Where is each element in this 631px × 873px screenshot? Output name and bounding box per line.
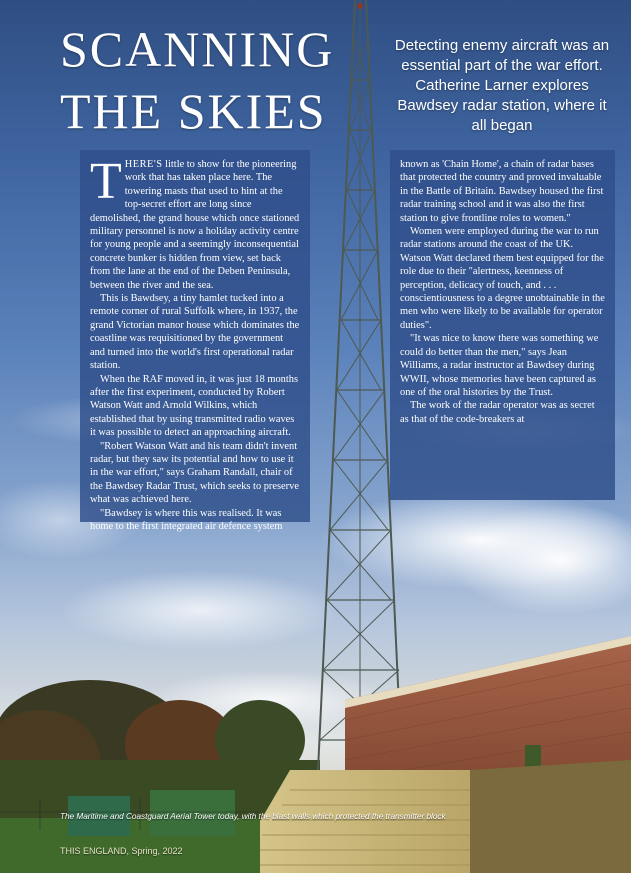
text-column-right [390, 150, 615, 500]
paragraph: known as 'Chain Home', a chain of radar bases that protected the country and proved invaluable in the Battle of Britain. Bawdsey housed the first radar training school and it was also the first station to give frontline roles to women." [400, 159, 604, 224]
drop-cap: T [90, 153, 122, 210]
paragraph: This is Bawdsey, a tiny hamlet tucked into a remote corner of rural Suffolk where, in 1937, the grand Victorian manor house which dominates the coastline was requisitioned by the government and turned into the world's first operational radar station. [90, 293, 300, 372]
photo-caption: The Maritime and Coastguard Aerial Tower today, with the blast walls which protected the transmitter block [60, 812, 446, 821]
headline-line-2: THE SKIES [60, 83, 327, 139]
standfirst: Detecting enemy aircraft was an essential part of the war effort. Catherine Larner explores Bawdsey radar station, where it all began [394, 37, 610, 134]
headline-line-1: SCANNING [60, 21, 335, 77]
paragraph: Women were employed during the war to run radar stations around the coast of the UK. Watson Watt declared them best equipped for the role due to their "alertness, keenness of perception, delicacy of touch, and . . . conscientiousness to a degree unobtainable in the men who were likely to be available for operator duties". [400, 226, 605, 331]
paragraph-text: little to show for the pioneering work that has taken place here. The towering masts that used to hint at the top-secret effort are long since demolished, the grand house which once stationed military personnel is now a holiday activity centre for young people and a seemingly inconsequential concrete bunker is hidden from view, set back from the lane at the end of the Deben Peninsula, between the river and the sea. [90, 159, 300, 291]
paragraph: "Bawdsey is where this was realised. It was home to the first integrated air defence system [90, 507, 283, 532]
paragraph [90, 153, 300, 292]
paragraph: "Robert Watson Watt and his team didn't invent radar, but they saw its potential and how to use it in the war effort," says Graham Randall, chair of the Bawdsey Radar Trust, which seeks to preserve what was achieved here. [90, 440, 299, 506]
paragraph: The work of the radar operator was as secret as that of the code-breakers at [400, 400, 595, 425]
text-column-left [80, 150, 310, 532]
lede-caps: HERE'S [124, 159, 163, 170]
paragraph: "It was nice to know there was something we could do better than the men," says Jean Williams, a radar instructor at Bawdsey during WWII, whose memories have been captured as one of the oral histories by the Trust. [400, 333, 599, 398]
paragraph: When the RAF moved in, it was just 18 months after the first experiment, conducted by Robert Watson Watt and Arnold Wilkins, which established that by using transmitted radio waves it was possible to detect an approaching aircraft. [90, 373, 298, 439]
page-folio: THIS ENGLAND, Spring, 2022 [60, 846, 183, 856]
